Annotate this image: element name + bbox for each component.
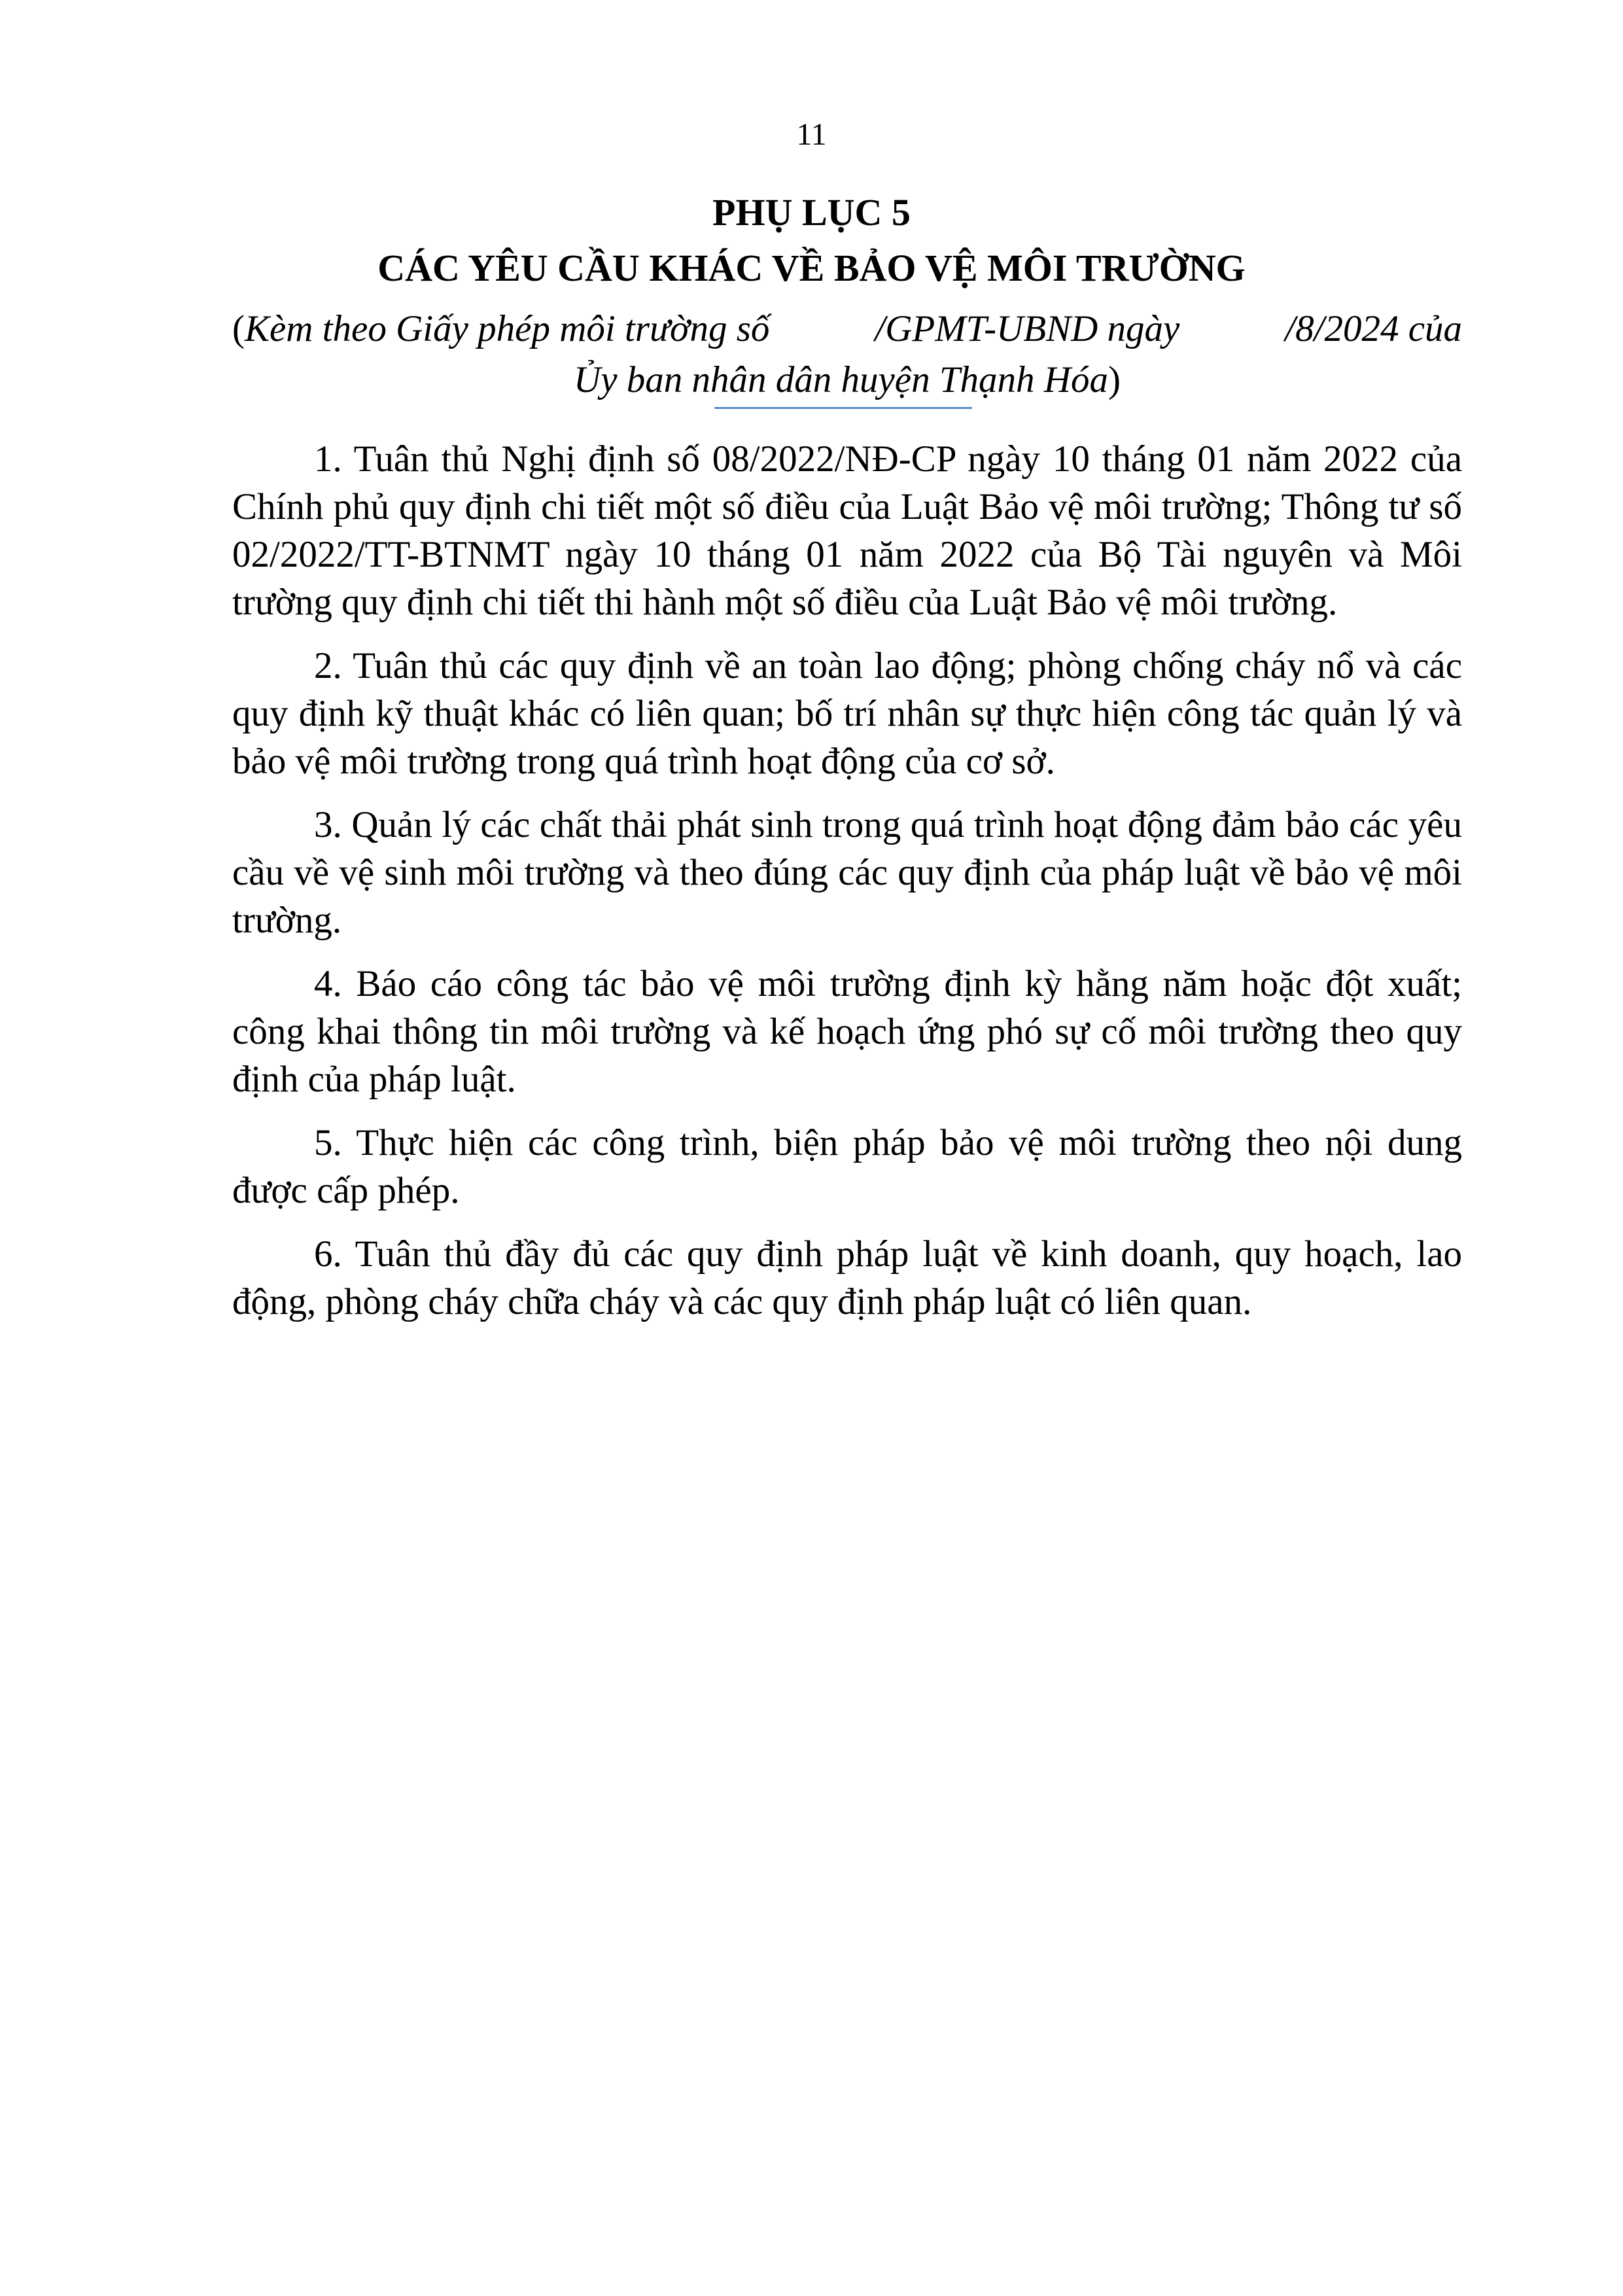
requirement-paragraph: 4. Báo cáo công tác bảo vệ môi trường định kỳ hằng năm hoặc đột xuất; công khai thông tin môi trường và kế hoạch ứng phó sự cố môi trường theo quy định của pháp luật. <box>232 963 1462 1100</box>
attachment-part-2: /GPMT-UBND ngày <box>875 308 1180 349</box>
page-number: 11 <box>796 117 827 152</box>
requirements-list <box>232 435 1462 1341</box>
attachment-text-1: Kèm theo Giấy phép môi trường số <box>244 308 770 349</box>
requirement-paragraph: 1. Tuân thủ Nghị định số 08/2022/NĐ-CP ngày 10 tháng 01 năm 2022 của Chính phủ quy định chi tiết một số điều của Luật Bảo vệ môi trường; Thông tư số 02/2022/TT-BTNMT ngày 10 tháng 01 năm 2022 của Bộ Tài nguyên và Môi trường quy định chi tiết thi hành một số điều của Luật Bảo vệ môi trường. <box>232 438 1462 623</box>
requirement-paragraph: 2. Tuân thủ các quy định về an toàn lao động; phòng chống cháy nổ và các quy định kỹ thuật khác có liên quan; bố trí nhân sự thực hiện công tác quản lý và bảo vệ môi trường trong quá trình hoạt động của cơ sở. <box>232 645 1462 782</box>
attachment-line-2 <box>232 357 1462 403</box>
appendix-title: PHỤ LỤC 5 <box>712 191 911 234</box>
requirement-paragraph: 5. Thực hiện các công trình, biện pháp bảo vệ môi trường theo nội dung được cấp phép. <box>232 1122 1462 1211</box>
attachment-issuer: Ủy ban nhân dân huyện Thạnh Hóa <box>574 359 1108 400</box>
title-underline <box>714 407 972 409</box>
attachment-part-1 <box>232 306 769 352</box>
open-paren: ( <box>232 308 245 349</box>
attachment-part-3: /8/2024 của <box>1285 308 1462 349</box>
attachment-line-1 <box>232 306 1462 352</box>
close-paren: ) <box>1108 359 1121 400</box>
requirement-paragraph: 3. Quản lý các chất thải phát sinh trong quá trình hoạt động đảm bảo các yêu cầu về vệ sinh môi trường và theo đúng các quy định của pháp luật về bảo vệ môi trường. <box>232 804 1462 941</box>
appendix-subtitle: CÁC YÊU CẦU KHÁC VỀ BẢO VỆ MÔI TRƯỜNG <box>377 247 1246 289</box>
requirement-paragraph: 6. Tuân thủ đầy đủ các quy định pháp luật về kinh doanh, quy hoạch, lao động, phòng cháy chữa cháy và các quy định pháp luật có liên quan. <box>232 1233 1462 1322</box>
